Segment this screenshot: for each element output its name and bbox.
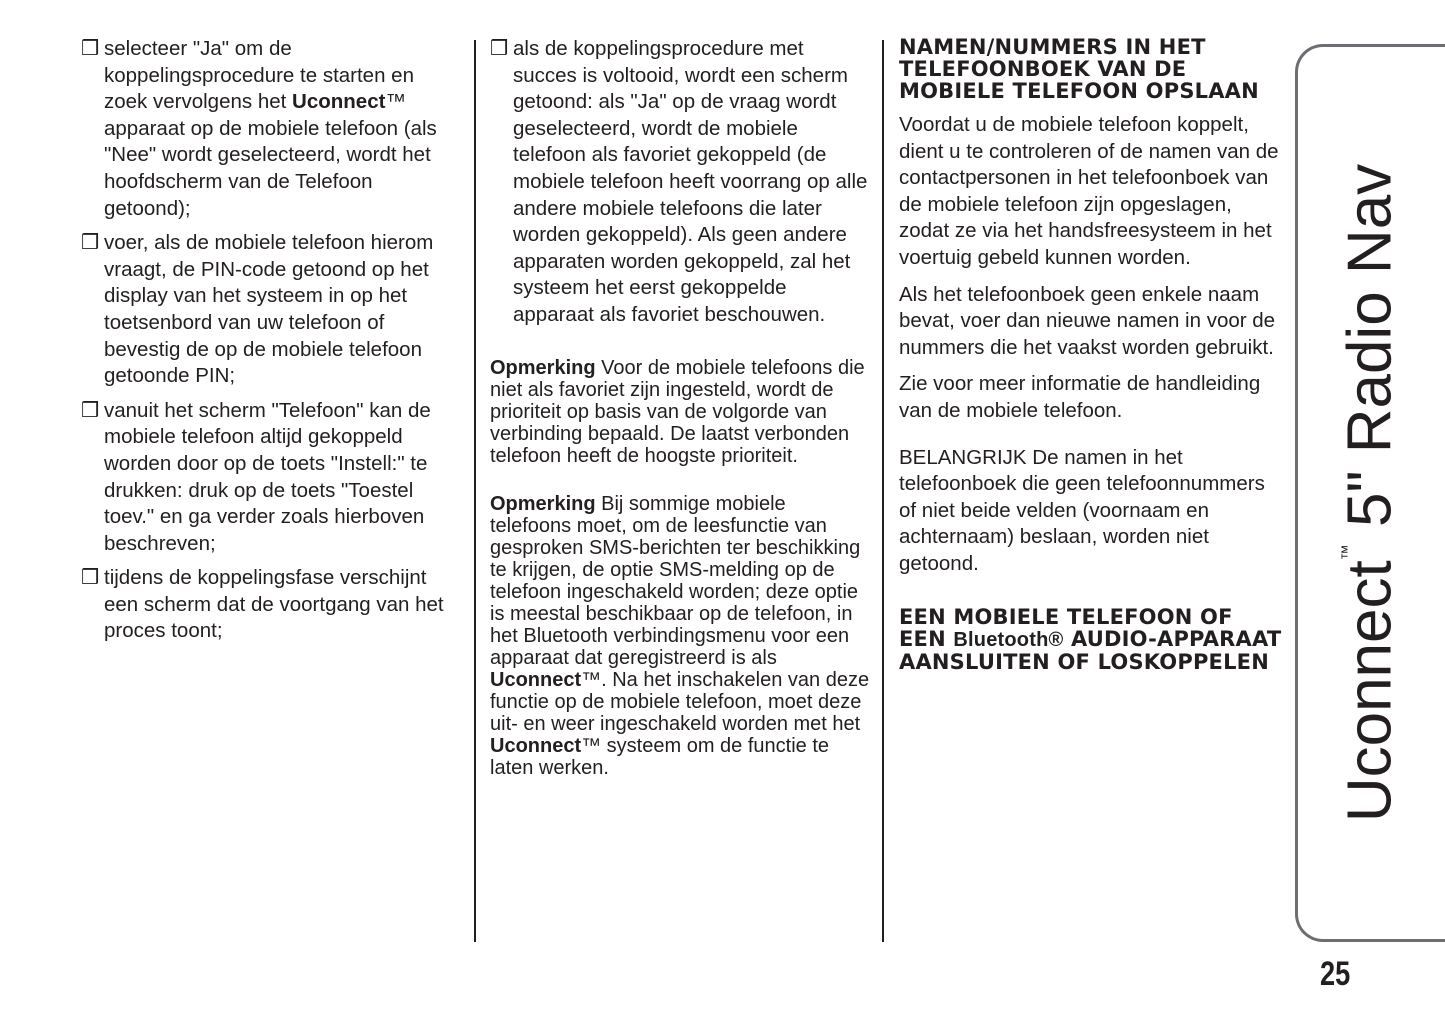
bullet-item: ❒ tijdens de koppelingsfase verschijnt een scherm dat de voortgang van het proces toont; <box>81 566 444 643</box>
checkbox-bullet-icon: ❒ <box>81 37 100 60</box>
column-3 <box>899 36 1284 683</box>
bullet-item: ❒ vanuit het scherm "Telefoon" kan de mobiele telefoon altijd gekoppeld worden door op de toets "Instell:" te drukken: druk op de toets "Toestel toev." en ga verder zoals hierboven beschreven; <box>81 398 431 555</box>
checkbox-bullet-icon: ❒ <box>490 37 509 60</box>
chapter-tab-title: Uconnect™ 5" Radio Nav <box>1335 163 1405 823</box>
section-heading: NAMEN/NUMMERS IN HET TELEFOONBOEK VAN DE MOBIELE TELEFOON OPSLAAN <box>899 35 1259 103</box>
bullet-item: ❒ als de koppelingsprocedure met succes is voltooid, wordt een scherm getoond: als "Ja" op de vraag wordt geselecteerd, wordt de mobiele telefoon als favoriet gekoppeld (de mobiele telefoon heeft voorrang op alle andere mobiele telefoons die later worden gekoppeld). Als geen andere apparaten worden gekoppeld, zal het systeem het eerst gekoppelde apparaat als favoriet beschouwen. <box>490 37 868 326</box>
column-divider <box>882 40 884 942</box>
bullet-item: ❒ voer, als de mobiele telefoon hierom vraagt, de PIN-code getoond op het display van het systeem in op het toetsenbord van uw telefoon of bevestig de op de mobiele telefoon getoonde PIN; <box>81 231 434 388</box>
checkbox-bullet-icon: ❒ <box>81 566 100 590</box>
column-divider <box>474 40 476 942</box>
column-2 <box>490 36 870 779</box>
section-heading: EEN MOBIELE TELEFOON OF EEN Bluetooth® AUDIO-APPARAAT AANSLUITEN OF LOSKOPPELEN <box>899 604 1282 674</box>
checkbox-bullet-icon: ❒ <box>81 398 100 422</box>
checkbox-bullet-icon: ❒ <box>81 231 100 255</box>
bullet-item: ❒ selecteer "Ja" om de koppelingsprocedure te starten en zoek vervolgens het Uconnect™ apparaat op de mobiele telefoon (als "Nee" wordt geselecteerd, wordt het hoofdscherm van de Telefoon getoond); <box>81 37 437 220</box>
important-paragraph: BELANGRIJK De namen in het telefoonboek die geen telefoonnummers of niet beide velden (voornaam en achternaam) beslaan, worden niet getoond. <box>899 445 1265 575</box>
body-paragraph: Voordat u de mobiele telefoon koppelt, dient u te controleren of de namen van de contactpersonen in het telefoonboek van de mobiele telefoon zijn opgeslagen, zodat ze via het handsfreesysteem in het voertuig gebeld kunnen worden. <box>899 113 1279 269</box>
page-number: 25 <box>1320 955 1351 993</box>
body-paragraph: Als het telefoonboek geen enkele naam bevat, voer dan nieuwe namen in voor de nummers die het vaakst worden gebruikt. <box>899 282 1276 359</box>
note-paragraph: Opmerking Bij sommige mobiele telefoons moet, om de leesfunctie van gesproken SMS-berichten ter beschikking te krijgen, de optie SMS-melding op de telefoon ingeschakeld worden; deze optie is meestal beschikbaar op de telefoon, in het Bluetooth verbindingsmenu voor een apparaat dat geregistreerd is als Uconnect™. Na het inschakelen van deze functie op de mobiele telefoon, moet deze uit- en weer ingeschakeld worden met het Uconnect™ systeem om de functie te laten werken. <box>490 492 870 779</box>
note-paragraph: Opmerking Voor de mobiele telefoons die niet als favoriet zijn ingesteld, wordt de prioriteit op basis van de volgorde van verbinding bepaald. De laatst verbonden telefoon heeft de hoogste prioriteit. <box>490 356 865 467</box>
column-1 <box>81 36 461 653</box>
body-paragraph: Zie voor meer informatie de handleiding van de mobiele telefoon. <box>899 372 1261 422</box>
